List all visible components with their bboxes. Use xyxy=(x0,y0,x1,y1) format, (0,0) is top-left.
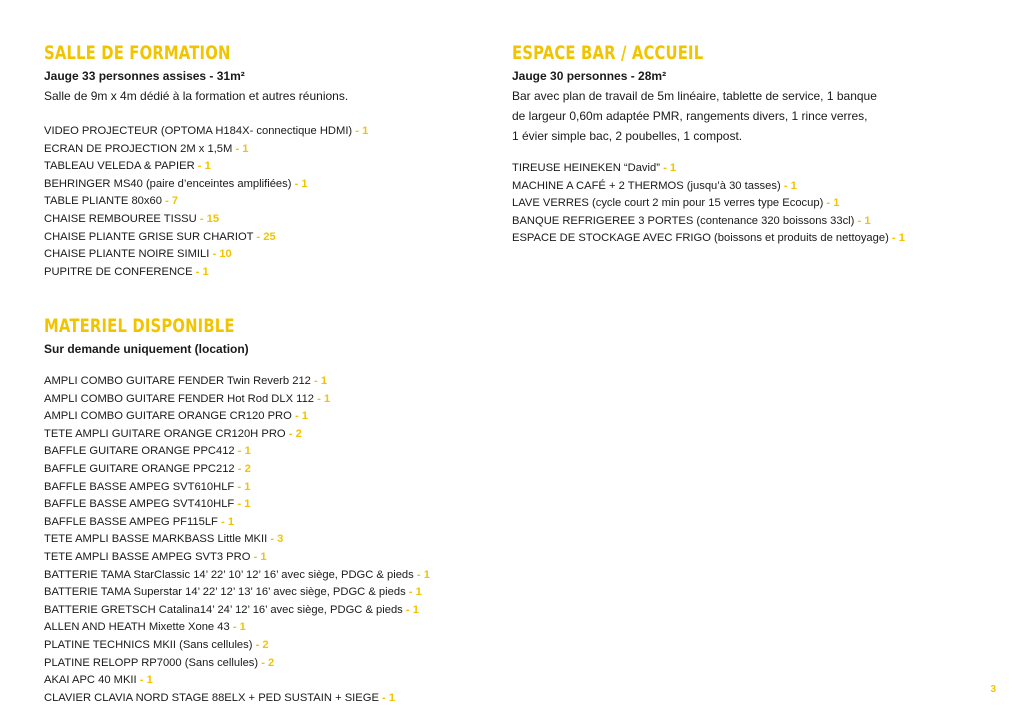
list-item: TABLEAU VELEDA & PAPIER - 1 xyxy=(44,160,211,173)
list-item: CHAISE REMBOUREE TISSU - 15 xyxy=(44,212,220,225)
espace-bar-title: ESPACE BAR / ACCUEIL xyxy=(512,42,704,64)
list-item: AKAI APC 40 MKII - 1 xyxy=(44,674,153,687)
materiel-section xyxy=(44,313,504,707)
salle-formation-section xyxy=(44,40,484,281)
list-item: ALLEN AND HEATH Mixette Xone 43 - 1 xyxy=(44,621,246,634)
list-item: TETE AMPLI BASSE MARKBASS Little MKII - 3 xyxy=(44,533,284,546)
list-item: BAFFLE BASSE AMPEG PF115LF - 1 xyxy=(44,515,235,528)
list-item: TABLE PLIANTE 80x60 - 7 xyxy=(44,195,179,208)
espace-bar-section xyxy=(512,40,992,248)
list-item: BEHRINGER MS40 (paire d’enceintes amplifiées) - 1 xyxy=(44,177,308,190)
list-item: BATTERIE TAMA StarClassic 14’ 22’ 10’ 12’ 16’ avec siège, PDGC & pieds - 1 xyxy=(44,568,430,581)
list-item: MACHINE A CAFÉ + 2 THERMOS (jusqu’à 30 tasses) - 1 xyxy=(512,179,797,192)
list-item: AMPLI COMBO GUITARE FENDER Hot Rod DLX 112 - 1 xyxy=(44,392,331,405)
description-line: Bar avec plan de travail de 5m linéaire, tablette de service, 1 banque xyxy=(512,89,877,103)
list-item: VIDEO PROJECTEUR (OPTOMA H184X- connectique HDMI) - 1 xyxy=(44,125,369,137)
list-item: CHAISE PLIANTE NOIRE SIMILI - 10 xyxy=(44,248,232,261)
list-item: AMPLI COMBO GUITARE ORANGE CR120 PRO - 1 xyxy=(44,410,309,423)
list-item: TETE AMPLI GUITARE ORANGE CR120H PRO - 2 xyxy=(44,427,302,440)
materiel-title: MATERIEL DISPONIBLE xyxy=(44,315,235,337)
list-item: TIREUSE HEINEKEN “David” - 1 xyxy=(512,162,677,174)
description-line: de largeur 0,60m adaptée PMR, rangements divers, 1 rince verres, xyxy=(512,109,868,123)
list-item: ESPACE DE STOCKAGE AVEC FRIGO (boissons et produits de nettoyage) - 1 xyxy=(512,232,905,245)
list-item: LAVE VERRES (cycle court 2 min pour 15 verres type Ecocup) - 1 xyxy=(512,197,840,210)
list-item: BANQUE REFRIGEREE 3 PORTES (contenance 320 boissons 33cl) - 1 xyxy=(512,214,871,227)
materiel-subtitle: Sur demande uniquement (location) xyxy=(44,342,249,356)
list-item: BATTERIE TAMA Superstar 14’ 22’ 12’ 13’ 16’ avec siège, PDGC & pieds - 1 xyxy=(44,586,422,599)
espace-bar-list xyxy=(512,160,992,248)
list-item: PUPITRE DE CONFERENCE - 1 xyxy=(44,265,209,278)
list-item: TETE AMPLI BASSE AMPEG SVT3 PRO - 1 xyxy=(44,550,267,563)
list-item: AMPLI COMBO GUITARE FENDER Twin Reverb 212 - 1 xyxy=(44,375,328,387)
salle-formation-title: SALLE DE FORMATION xyxy=(44,42,231,64)
list-item: CHAISE PLIANTE GRISE SUR CHARIOT - 25 xyxy=(44,230,276,243)
espace-bar-subtitle: Jauge 30 personnes - 28m² xyxy=(512,69,667,83)
description-line: 1 évier simple bac, 2 poubelles, 1 compost. xyxy=(512,129,743,143)
page-number: 3 xyxy=(990,684,996,695)
list-item: ECRAN DE PROJECTION 2M x 1,5M - 1 xyxy=(44,142,249,155)
list-item: PLATINE TECHNICS MKII (Sans cellules) - 2 xyxy=(44,638,269,651)
list-item: BAFFLE BASSE AMPEG SVT610HLF - 1 xyxy=(44,480,251,493)
salle-formation-subtitle: Jauge 33 personnes assises - 31m² xyxy=(44,69,245,83)
espace-bar-description xyxy=(512,86,992,146)
list-item: BATTERIE GRETSCH Catalina14’ 24’ 12’ 16’ avec siège, PDGC & pieds - 1 xyxy=(44,603,419,616)
list-item: BAFFLE BASSE AMPEG SVT410HLF - 1 xyxy=(44,498,251,511)
list-item: PLATINE RELOPP RP7000 (Sans cellules) - 2 xyxy=(44,656,275,669)
list-item: CLAVIER CLAVIA NORD STAGE 88ELX + PED SUSTAIN + SIEGE - 1 xyxy=(44,691,396,704)
list-item: BAFFLE GUITARE ORANGE PPC212 - 2 xyxy=(44,462,251,475)
list-item: BAFFLE GUITARE ORANGE PPC412 - 1 xyxy=(44,445,251,458)
salle-formation-description: Salle de 9m x 4m dédié à la formation et autres réunions. xyxy=(44,89,349,103)
materiel-list xyxy=(44,373,504,707)
salle-formation-list xyxy=(44,123,484,281)
